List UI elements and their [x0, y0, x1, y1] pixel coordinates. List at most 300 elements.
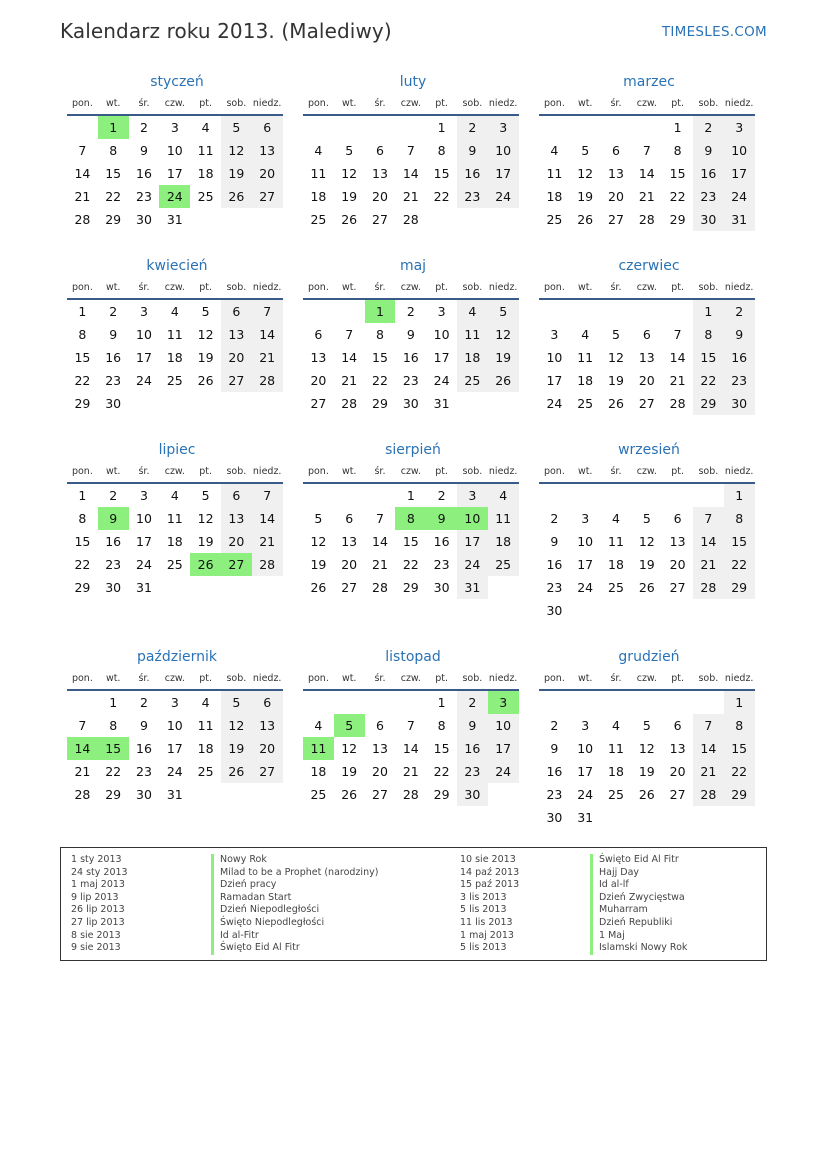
- day-cell[interactable]: 3: [170, 120, 179, 135]
- day-cell[interactable]: 23: [724, 369, 755, 392]
- day-cell[interactable]: 29: [372, 396, 388, 411]
- day-cell[interactable]: 30: [105, 580, 122, 595]
- brand-link[interactable]: TIMESLES.COM: [661, 24, 767, 40]
- day-cell[interactable]: 5: [314, 511, 323, 526]
- day-cell[interactable]: 10: [577, 534, 594, 549]
- day-cell[interactable]: 16: [693, 162, 724, 185]
- day-cell[interactable]: 12: [577, 166, 594, 181]
- day-cell[interactable]: 28: [693, 576, 724, 599]
- day-cell[interactable]: 17: [724, 162, 755, 185]
- day-cell[interactable]: 14: [693, 737, 724, 760]
- day-cell[interactable]: 1: [406, 488, 415, 503]
- day-cell[interactable]: 26: [638, 580, 655, 595]
- day-cell[interactable]: 7: [252, 484, 283, 507]
- day-cell[interactable]: 23: [457, 760, 488, 783]
- day-cell[interactable]: 1: [98, 116, 129, 139]
- day-cell[interactable]: 22: [724, 553, 755, 576]
- day-cell[interactable]: 5: [581, 143, 590, 158]
- day-cell[interactable]: 21: [669, 373, 686, 388]
- day-cell[interactable]: 26: [577, 212, 594, 227]
- day-cell[interactable]: 26: [221, 760, 252, 783]
- day-cell[interactable]: 8: [109, 718, 118, 733]
- day-cell[interactable]: 28: [669, 396, 686, 411]
- day-cell[interactable]: 30: [724, 392, 755, 415]
- day-cell[interactable]: 25: [310, 787, 327, 802]
- day-cell[interactable]: 1: [78, 304, 87, 319]
- day-cell[interactable]: 14: [252, 323, 283, 346]
- day-cell[interactable]: 14: [402, 166, 419, 181]
- day-cell[interactable]: 12: [221, 714, 252, 737]
- day-cell[interactable]: 17: [577, 764, 594, 779]
- day-cell[interactable]: 3: [581, 718, 590, 733]
- day-cell[interactable]: 10: [457, 507, 488, 530]
- day-cell[interactable]: 21: [74, 764, 91, 779]
- day-cell[interactable]: 1: [78, 488, 87, 503]
- day-cell[interactable]: 2: [109, 304, 118, 319]
- day-cell[interactable]: 27: [372, 787, 388, 802]
- day-cell[interactable]: 12: [341, 166, 358, 181]
- day-cell[interactable]: 31: [166, 787, 183, 802]
- day-cell[interactable]: 28: [74, 787, 91, 802]
- day-cell[interactable]: 1: [724, 484, 755, 507]
- day-cell[interactable]: 13: [310, 350, 327, 365]
- day-cell[interactable]: 10: [577, 741, 594, 756]
- day-cell[interactable]: 19: [197, 534, 214, 549]
- day-cell[interactable]: 22: [74, 373, 91, 388]
- day-cell[interactable]: 21: [74, 189, 91, 204]
- day-cell[interactable]: 13: [252, 139, 283, 162]
- day-cell[interactable]: 15: [402, 534, 419, 549]
- day-cell[interactable]: 17: [136, 534, 152, 549]
- day-cell[interactable]: 16: [402, 350, 419, 365]
- day-cell[interactable]: 11: [197, 718, 214, 733]
- day-cell[interactable]: 30: [546, 810, 563, 825]
- day-cell[interactable]: 15: [724, 737, 755, 760]
- day-cell[interactable]: 21: [252, 346, 283, 369]
- day-cell[interactable]: 24: [433, 373, 450, 388]
- day-cell[interactable]: 13: [372, 166, 388, 181]
- day-cell[interactable]: 20: [669, 764, 686, 779]
- day-cell[interactable]: 19: [310, 557, 327, 572]
- day-cell[interactable]: 20: [341, 557, 358, 572]
- day-cell[interactable]: 30: [693, 208, 724, 231]
- day-cell[interactable]: 11: [303, 737, 334, 760]
- day-cell[interactable]: 30: [433, 580, 450, 595]
- day-cell[interactable]: 7: [673, 327, 682, 342]
- day-cell[interactable]: 9: [98, 507, 129, 530]
- day-cell[interactable]: 8: [109, 143, 118, 158]
- day-cell[interactable]: 17: [546, 373, 563, 388]
- day-cell[interactable]: 25: [488, 553, 519, 576]
- day-cell[interactable]: 11: [310, 166, 327, 181]
- day-cell[interactable]: 3: [581, 511, 590, 526]
- day-cell[interactable]: 5: [334, 714, 365, 737]
- day-cell[interactable]: 21: [402, 764, 419, 779]
- day-cell[interactable]: 20: [221, 530, 252, 553]
- day-cell[interactable]: 10: [724, 139, 755, 162]
- day-cell[interactable]: 16: [457, 162, 488, 185]
- day-cell[interactable]: 19: [221, 737, 252, 760]
- day-cell[interactable]: 25: [310, 212, 327, 227]
- day-cell[interactable]: 6: [376, 143, 384, 158]
- day-cell[interactable]: 11: [608, 534, 624, 549]
- day-cell[interactable]: 2: [140, 120, 148, 135]
- day-cell[interactable]: 4: [612, 718, 620, 733]
- day-cell[interactable]: 2: [437, 488, 446, 503]
- day-cell[interactable]: 3: [170, 695, 179, 710]
- day-cell[interactable]: 15: [74, 534, 91, 549]
- day-cell[interactable]: 23: [136, 189, 152, 204]
- day-cell[interactable]: 30: [105, 396, 122, 411]
- day-cell[interactable]: 19: [638, 764, 655, 779]
- day-cell[interactable]: 18: [197, 166, 214, 181]
- day-cell[interactable]: 13: [221, 323, 252, 346]
- day-cell[interactable]: 29: [724, 576, 755, 599]
- day-cell[interactable]: 4: [581, 327, 590, 342]
- day-cell[interactable]: 25: [166, 557, 183, 572]
- day-cell[interactable]: 30: [136, 787, 152, 802]
- day-cell[interactable]: 8: [395, 507, 426, 530]
- day-cell[interactable]: 20: [608, 189, 624, 204]
- day-cell[interactable]: 16: [105, 350, 122, 365]
- day-cell[interactable]: 21: [372, 557, 388, 572]
- day-cell[interactable]: 9: [550, 534, 559, 549]
- day-cell[interactable]: 24: [724, 185, 755, 208]
- day-cell[interactable]: 5: [201, 488, 210, 503]
- day-cell[interactable]: 6: [673, 511, 682, 526]
- day-cell[interactable]: 5: [612, 327, 620, 342]
- day-cell[interactable]: 29: [433, 787, 450, 802]
- day-cell[interactable]: 26: [341, 212, 358, 227]
- day-cell[interactable]: 27: [669, 787, 686, 802]
- day-cell[interactable]: 7: [345, 327, 354, 342]
- day-cell[interactable]: 10: [166, 143, 183, 158]
- day-cell[interactable]: 20: [372, 189, 388, 204]
- day-cell[interactable]: 13: [252, 714, 283, 737]
- day-cell[interactable]: 22: [693, 369, 724, 392]
- day-cell[interactable]: 30: [457, 783, 488, 806]
- day-cell[interactable]: 6: [376, 718, 384, 733]
- day-cell[interactable]: 10: [488, 714, 519, 737]
- day-cell[interactable]: 19: [577, 189, 594, 204]
- day-cell[interactable]: 14: [252, 507, 283, 530]
- day-cell[interactable]: 22: [669, 189, 686, 204]
- day-cell[interactable]: 14: [372, 534, 388, 549]
- day-cell[interactable]: 5: [488, 300, 519, 323]
- day-cell[interactable]: 8: [78, 511, 87, 526]
- day-cell[interactable]: 2: [406, 304, 415, 319]
- day-cell[interactable]: 1: [365, 300, 396, 323]
- day-cell[interactable]: 22: [74, 557, 91, 572]
- day-cell[interactable]: 9: [140, 718, 148, 733]
- day-cell[interactable]: 17: [433, 350, 450, 365]
- day-cell[interactable]: 28: [252, 369, 283, 392]
- day-cell[interactable]: 21: [638, 189, 655, 204]
- day-cell[interactable]: 19: [608, 373, 624, 388]
- day-cell[interactable]: 4: [488, 484, 519, 507]
- day-cell[interactable]: 19: [221, 162, 252, 185]
- day-cell[interactable]: 15: [433, 741, 450, 756]
- day-cell[interactable]: 1: [109, 695, 118, 710]
- day-cell[interactable]: 25: [608, 580, 624, 595]
- day-cell[interactable]: 11: [577, 350, 594, 365]
- day-cell[interactable]: 7: [252, 300, 283, 323]
- day-cell[interactable]: 12: [310, 534, 327, 549]
- day-cell[interactable]: 19: [488, 346, 519, 369]
- day-cell[interactable]: 19: [197, 350, 214, 365]
- day-cell[interactable]: 28: [402, 212, 419, 227]
- day-cell[interactable]: 29: [669, 212, 686, 227]
- day-cell[interactable]: 23: [105, 557, 122, 572]
- day-cell[interactable]: 15: [74, 350, 91, 365]
- day-cell[interactable]: 2: [109, 488, 118, 503]
- day-cell[interactable]: 16: [433, 534, 450, 549]
- day-cell[interactable]: 31: [136, 580, 152, 595]
- day-cell[interactable]: 19: [341, 189, 358, 204]
- day-cell[interactable]: 27: [372, 212, 388, 227]
- day-cell[interactable]: 3: [488, 116, 519, 139]
- day-cell[interactable]: 15: [372, 350, 388, 365]
- day-cell[interactable]: 7: [78, 143, 87, 158]
- day-cell[interactable]: 19: [341, 764, 358, 779]
- day-cell[interactable]: 2: [693, 116, 724, 139]
- day-cell[interactable]: 22: [724, 760, 755, 783]
- day-cell[interactable]: 23: [136, 764, 152, 779]
- day-cell[interactable]: 31: [433, 396, 450, 411]
- day-cell[interactable]: 22: [433, 764, 450, 779]
- day-cell[interactable]: 13: [669, 534, 686, 549]
- day-cell[interactable]: 29: [105, 787, 122, 802]
- day-cell[interactable]: 2: [550, 511, 559, 526]
- day-cell[interactable]: 8: [437, 718, 446, 733]
- day-cell[interactable]: 25: [166, 373, 183, 388]
- day-cell[interactable]: 14: [693, 530, 724, 553]
- day-cell[interactable]: 22: [372, 373, 388, 388]
- day-cell[interactable]: 25: [197, 764, 214, 779]
- day-cell[interactable]: 28: [341, 396, 358, 411]
- day-cell[interactable]: 9: [457, 139, 488, 162]
- day-cell[interactable]: 12: [197, 511, 214, 526]
- day-cell[interactable]: 6: [642, 327, 651, 342]
- day-cell[interactable]: 28: [74, 212, 91, 227]
- day-cell[interactable]: 4: [550, 143, 559, 158]
- day-cell[interactable]: 14: [402, 741, 419, 756]
- day-cell[interactable]: 15: [693, 346, 724, 369]
- day-cell[interactable]: 26: [190, 553, 221, 576]
- day-cell[interactable]: 1: [437, 120, 446, 135]
- day-cell[interactable]: 4: [170, 488, 179, 503]
- day-cell[interactable]: 25: [197, 189, 214, 204]
- day-cell[interactable]: 22: [105, 189, 122, 204]
- day-cell[interactable]: 4: [170, 304, 179, 319]
- day-cell[interactable]: 4: [314, 143, 323, 158]
- day-cell[interactable]: 11: [197, 143, 214, 158]
- day-cell[interactable]: 9: [406, 327, 415, 342]
- day-cell[interactable]: 19: [638, 557, 655, 572]
- day-cell[interactable]: 27: [252, 760, 283, 783]
- day-cell[interactable]: 11: [457, 323, 488, 346]
- day-cell[interactable]: 30: [136, 212, 152, 227]
- day-cell[interactable]: 17: [488, 162, 519, 185]
- day-cell[interactable]: 21: [402, 189, 419, 204]
- day-cell[interactable]: 4: [201, 695, 210, 710]
- day-cell[interactable]: 20: [310, 373, 327, 388]
- day-cell[interactable]: 4: [314, 718, 323, 733]
- day-cell[interactable]: 14: [74, 166, 91, 181]
- day-cell[interactable]: 16: [105, 534, 122, 549]
- day-cell[interactable]: 7: [406, 718, 415, 733]
- day-cell[interactable]: 25: [608, 787, 624, 802]
- day-cell[interactable]: 13: [221, 507, 252, 530]
- day-cell[interactable]: 6: [221, 300, 252, 323]
- day-cell[interactable]: 12: [608, 350, 624, 365]
- day-cell[interactable]: 8: [673, 143, 682, 158]
- day-cell[interactable]: 26: [608, 396, 624, 411]
- day-cell[interactable]: 3: [437, 304, 446, 319]
- day-cell[interactable]: 5: [201, 304, 210, 319]
- day-cell[interactable]: 7: [78, 718, 87, 733]
- day-cell[interactable]: 24: [136, 557, 152, 572]
- day-cell[interactable]: 7: [406, 143, 415, 158]
- day-cell[interactable]: 23: [546, 787, 563, 802]
- day-cell[interactable]: 31: [724, 208, 755, 231]
- day-cell[interactable]: 20: [638, 373, 655, 388]
- day-cell[interactable]: 31: [577, 810, 594, 825]
- day-cell[interactable]: 24: [159, 185, 190, 208]
- day-cell[interactable]: 23: [693, 185, 724, 208]
- day-cell[interactable]: 24: [166, 764, 183, 779]
- day-cell[interactable]: 28: [372, 580, 388, 595]
- day-cell[interactable]: 16: [546, 557, 563, 572]
- day-cell[interactable]: 11: [546, 166, 563, 181]
- day-cell[interactable]: 15: [433, 166, 450, 181]
- day-cell[interactable]: 16: [136, 741, 152, 756]
- day-cell[interactable]: 24: [457, 553, 488, 576]
- day-cell[interactable]: 26: [341, 787, 358, 802]
- day-cell[interactable]: 24: [546, 396, 563, 411]
- day-cell[interactable]: 18: [608, 557, 624, 572]
- day-cell[interactable]: 12: [221, 139, 252, 162]
- day-cell[interactable]: 6: [314, 327, 323, 342]
- day-cell[interactable]: 3: [550, 327, 559, 342]
- day-cell[interactable]: 18: [197, 741, 214, 756]
- day-cell[interactable]: 21: [693, 553, 724, 576]
- day-cell[interactable]: 1: [673, 120, 682, 135]
- day-cell[interactable]: 16: [457, 737, 488, 760]
- day-cell[interactable]: 10: [488, 139, 519, 162]
- day-cell[interactable]: 23: [546, 580, 563, 595]
- day-cell[interactable]: 27: [608, 212, 624, 227]
- day-cell[interactable]: 9: [550, 741, 559, 756]
- day-cell[interactable]: 27: [669, 580, 686, 595]
- day-cell[interactable]: 1: [693, 300, 724, 323]
- day-cell[interactable]: 26: [488, 369, 519, 392]
- day-cell[interactable]: 8: [376, 327, 384, 342]
- day-cell[interactable]: 29: [402, 580, 419, 595]
- day-cell[interactable]: 23: [433, 557, 450, 572]
- day-cell[interactable]: 16: [136, 166, 152, 181]
- day-cell[interactable]: 18: [166, 534, 183, 549]
- day-cell[interactable]: 21: [693, 760, 724, 783]
- day-cell[interactable]: 11: [608, 741, 624, 756]
- day-cell[interactable]: 18: [577, 373, 594, 388]
- day-cell[interactable]: 12: [197, 327, 214, 342]
- day-cell[interactable]: 13: [638, 350, 655, 365]
- day-cell[interactable]: 26: [310, 580, 327, 595]
- day-cell[interactable]: 18: [310, 764, 327, 779]
- day-cell[interactable]: 1: [437, 695, 446, 710]
- day-cell[interactable]: 6: [252, 691, 283, 714]
- day-cell[interactable]: 13: [372, 741, 388, 756]
- day-cell[interactable]: 27: [310, 396, 327, 411]
- day-cell[interactable]: 17: [457, 530, 488, 553]
- day-cell[interactable]: 9: [693, 139, 724, 162]
- day-cell[interactable]: 21: [341, 373, 358, 388]
- day-cell[interactable]: 28: [638, 212, 655, 227]
- day-cell[interactable]: 10: [136, 327, 152, 342]
- day-cell[interactable]: 28: [402, 787, 419, 802]
- day-cell[interactable]: 13: [669, 741, 686, 756]
- day-cell[interactable]: 9: [724, 323, 755, 346]
- day-cell[interactable]: 9: [140, 143, 148, 158]
- day-cell[interactable]: 10: [433, 327, 450, 342]
- day-cell[interactable]: 18: [488, 530, 519, 553]
- day-cell[interactable]: 2: [140, 695, 148, 710]
- day-cell[interactable]: 23: [457, 185, 488, 208]
- day-cell[interactable]: 6: [612, 143, 620, 158]
- day-cell[interactable]: 5: [642, 511, 651, 526]
- day-cell[interactable]: 10: [166, 718, 183, 733]
- day-cell[interactable]: 29: [74, 396, 91, 411]
- day-cell[interactable]: 15: [105, 166, 122, 181]
- day-cell[interactable]: 22: [402, 557, 419, 572]
- day-cell[interactable]: 15: [98, 737, 129, 760]
- day-cell[interactable]: 18: [310, 189, 327, 204]
- day-cell[interactable]: 12: [488, 323, 519, 346]
- day-cell[interactable]: 6: [221, 484, 252, 507]
- day-cell[interactable]: 27: [341, 580, 358, 595]
- day-cell[interactable]: 20: [252, 162, 283, 185]
- day-cell[interactable]: 16: [724, 346, 755, 369]
- day-cell[interactable]: 10: [136, 511, 152, 526]
- day-cell[interactable]: 2: [550, 718, 559, 733]
- day-cell[interactable]: 18: [457, 346, 488, 369]
- day-cell[interactable]: 5: [221, 116, 252, 139]
- day-cell[interactable]: 5: [642, 718, 651, 733]
- day-cell[interactable]: 16: [546, 764, 563, 779]
- day-cell[interactable]: 8: [693, 323, 724, 346]
- day-cell[interactable]: 8: [724, 507, 755, 530]
- day-cell[interactable]: 23: [105, 373, 122, 388]
- day-cell[interactable]: 10: [546, 350, 563, 365]
- day-cell[interactable]: 29: [74, 580, 91, 595]
- day-cell[interactable]: 25: [546, 212, 563, 227]
- day-cell[interactable]: 31: [457, 576, 488, 599]
- day-cell[interactable]: 24: [136, 373, 152, 388]
- day-cell[interactable]: 15: [669, 166, 686, 181]
- day-cell[interactable]: 3: [488, 691, 519, 714]
- day-cell[interactable]: 18: [546, 189, 563, 204]
- day-cell[interactable]: 12: [341, 741, 358, 756]
- day-cell[interactable]: 2: [457, 691, 488, 714]
- day-cell[interactable]: 29: [105, 212, 122, 227]
- day-cell[interactable]: 27: [221, 553, 252, 576]
- day-cell[interactable]: 18: [166, 350, 183, 365]
- day-cell[interactable]: 3: [724, 116, 755, 139]
- day-cell[interactable]: 3: [457, 484, 488, 507]
- day-cell[interactable]: 20: [372, 764, 388, 779]
- day-cell[interactable]: 6: [673, 718, 682, 733]
